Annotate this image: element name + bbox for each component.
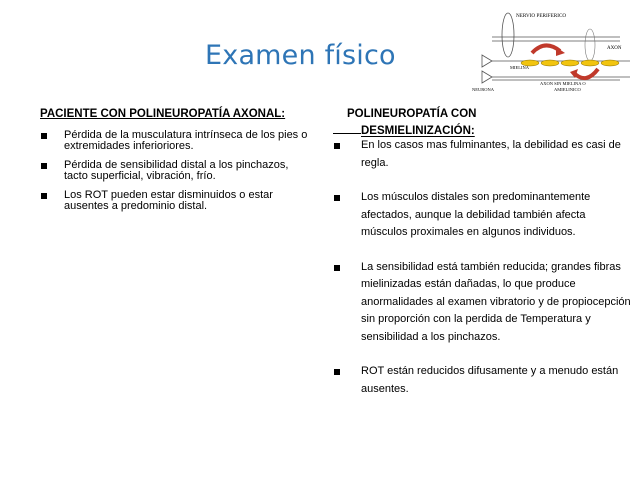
neuron-body-upper: [482, 55, 492, 67]
square-bullet-icon: [334, 369, 340, 375]
list-item: [40, 130, 310, 152]
demyelination-heading-line-2: [333, 125, 633, 137]
peripheral-nerve-diagram: [470, 5, 635, 100]
list-item-text: Los músculos distales son predominantemente afectados, aunque la debilidad también afecta músculos proximales en algunos individuos.: [361, 191, 591, 238]
nerve-loop: [585, 29, 595, 61]
axonal-heading: PACIENTE CON POLINEUROPATÍA AXONAL:: [40, 108, 286, 120]
demyelination-column: [333, 108, 633, 415]
list-item-text: Pérdida de la musculatura intrínseca de los pies o extremidades inferioriores.: [64, 129, 308, 152]
myelin-segment: [601, 60, 619, 66]
list-item: [40, 160, 310, 182]
figure-label-left: NEURONA: [472, 87, 494, 92]
list-item: [333, 189, 633, 242]
neuron-body-lower: [482, 71, 492, 83]
square-bullet-icon: [334, 195, 340, 201]
list-item: [40, 190, 310, 212]
square-bullet-icon: [41, 193, 47, 199]
square-bullet-icon: [334, 143, 340, 149]
myelin-segment: [541, 60, 559, 66]
slide-title: Examen físico: [205, 40, 396, 71]
figure-label-right: AXON: [607, 46, 622, 51]
list-item-text: La sensibilidad está también reducida; grandes fibras mielinizadas están dañadas, lo que produce anormalidades al examen vibratorio y de propiocepción sin proporción con la perdida de Temperatura y sensibilidad a los pinchazos.: [361, 260, 631, 343]
square-bullet-icon: [41, 163, 47, 169]
myelin-segment: [561, 60, 579, 66]
axonal-column: [40, 108, 310, 220]
myelin-segment: [581, 60, 599, 66]
square-bullet-icon: [334, 265, 340, 271]
axonal-list: [40, 130, 310, 212]
list-item: [333, 137, 633, 172]
nerve-cross-section: [502, 13, 514, 57]
figure-label-bottom-1: AXON SIN MIELINA O: [540, 81, 586, 86]
square-bullet-icon: [41, 133, 47, 139]
figure-label-top: NERVIO PERIFERICO: [516, 13, 567, 19]
figure-label-mid: MIELINA: [510, 65, 529, 70]
list-item-text: ROT están reducidos difusamente y a menudo están ausentes.: [361, 365, 619, 395]
figure-label-bottom-2: AMIELINICO: [554, 87, 581, 92]
list-item-text: En los casos mas fulminantes, la debilidad es casi de regla.: [361, 139, 621, 169]
list-item: [333, 259, 633, 347]
list-item-text: Los ROT pueden estar disminuidos o estar ausentes a predominio distal.: [64, 189, 273, 212]
demyelination-heading-line-1: POLINEUROPATÍA CON: [347, 108, 477, 120]
curved-arrow-1: [532, 45, 560, 53]
demyelination-heading-text: DESMIELINIZACIÓN:: [361, 125, 475, 137]
list-item-text: Pérdida de sensibilidad distal a los pinchazos, tacto superficial, vibración, frío.: [64, 159, 289, 182]
demyelination-list: [333, 137, 633, 398]
list-item: [333, 363, 633, 398]
heading-underline-lead: [333, 132, 361, 134]
arrow-head-1: [556, 47, 565, 56]
